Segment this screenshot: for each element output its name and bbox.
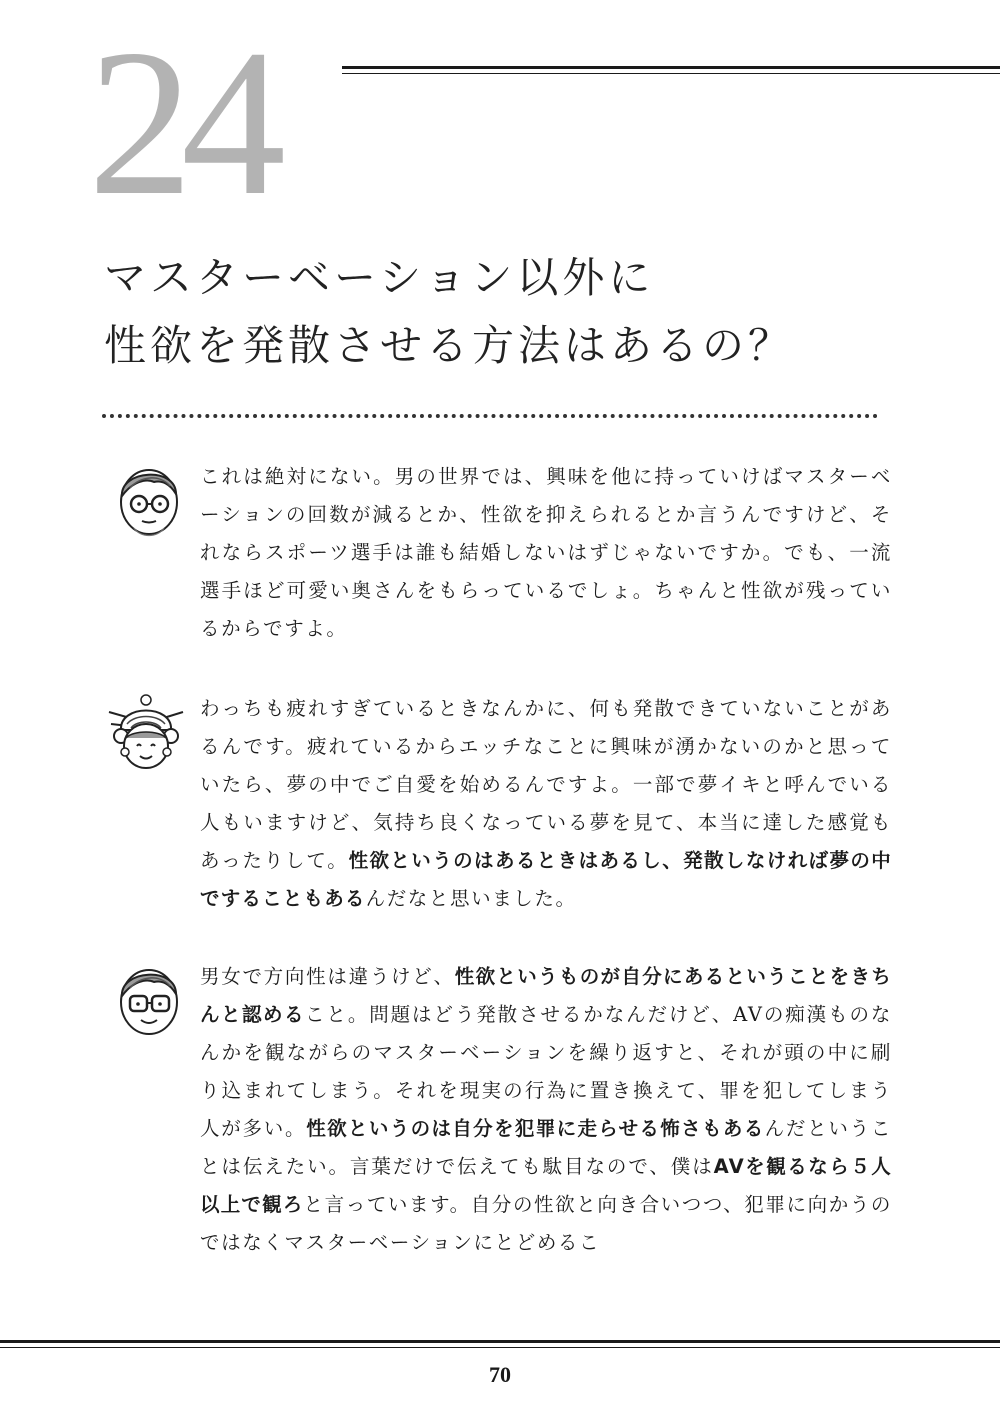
man-with-glasses-icon	[110, 458, 188, 544]
body-text: わっちも疲れすぎているときなんかに、何も発散できていないことがあるんです。疲れているからエッチなことに興味が湧かないのかと思っていたら、夢の中でご自愛を始めるんですよ。一部で夢イキと呼んでいる人もいますけど、気持ち良くなっている夢を見て、本当に達した感覚もあったりして。	[200, 697, 892, 872]
dialogue-paragraph-1	[200, 458, 892, 648]
body-text: 男女で方向性は違うけど、	[200, 965, 455, 988]
dialogue-paragraph-2	[200, 690, 892, 918]
page-title	[104, 244, 964, 380]
title-line-1: マスターベーション以外に	[104, 253, 655, 302]
body-text: んだなと思いました。	[365, 887, 577, 910]
top-double-rule	[342, 66, 1000, 74]
man-with-glasses-icon	[110, 958, 188, 1044]
title-line-2: 性欲を発散させる方法はあるの？	[104, 321, 795, 370]
emphasis-text: AVを観るなら５人以上で観ろ	[200, 1155, 892, 1216]
chapter-number: 24	[88, 7, 274, 239]
dialogue-paragraph-3	[200, 958, 892, 1262]
dotted-divider	[102, 414, 878, 418]
body-text: こと。問題はどう発散させるかなんだけど、AVの痴漢ものなんかを観ながらのマスターベーションを繰り返すと、それが頭の中に刷り込まれてしまう。それを現実の行為に置き換えて、罪を犯してしまう人が多い。	[200, 1003, 892, 1140]
emphasis-text: 性欲というものが自分にあるということをきちんと認める	[200, 965, 893, 1026]
body-text: これは絶対にない。男の世界では、興味を他に持っていけばマスターベーションの回数が減るとか、性欲を抑えられるとか言うんですけど、それならスポーツ選手は誰も結婚しないはずじゃないですか。でも、一流選手ほど可愛い奥さんをもらっているでしょ。ちゃんと性欲が残っているからですよ。	[200, 465, 892, 640]
body-text: んだということは伝えたい。言葉だけで伝えても駄目なので、僕は	[200, 1117, 892, 1178]
woman-with-hair-ornaments-icon	[100, 690, 192, 776]
bottom-double-rule	[0, 1340, 1000, 1348]
page-number: 70	[489, 1362, 511, 1387]
emphasis-text: 性欲というのは自分を犯罪に走らせる怖さもある	[306, 1117, 765, 1140]
body-text: と言っています。自分の性欲と向き合いつつ、犯罪に向かうのではなくマスターベーションにとどめるこ	[200, 1193, 892, 1254]
emphasis-text: 性欲というのはあるときはあるし、発散しなければ夢の中ですることもある	[200, 849, 892, 910]
